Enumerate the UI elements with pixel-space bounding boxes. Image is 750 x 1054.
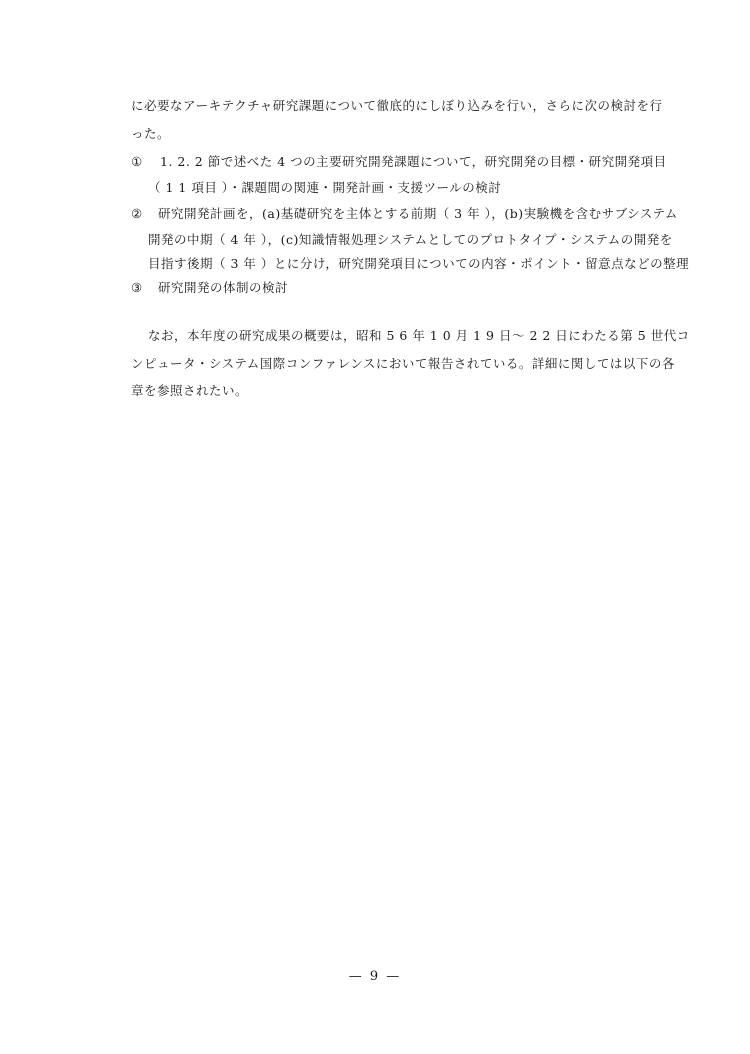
- item-2-line-2: 開発の中期（ 4 年 ），(c)知識情報処理システムとしてのプロトタイプ・システムの開発を: [148, 232, 673, 247]
- closing-line-1: なお，本年度の研究成果の概要は，昭和 5 6 年 1 0 月 1 9 日～ 2 2 日にわたる第 5 世代コ: [148, 328, 690, 343]
- intro-line-2: った。: [131, 126, 171, 141]
- closing-line-3: 章を参照されたい。: [131, 383, 249, 398]
- item-2-marker: ②: [131, 206, 143, 221]
- item-2-line-3: 目指す後期（ 3 年 ）とに分け，研究開発項目についての内容・ポイント・留意点などの整理: [148, 256, 690, 271]
- item-1-line-1: 1. 2. 2 節で述べた 4 つの主要研究開発課題について，研究開発の目標・研究開発項目: [160, 154, 667, 169]
- page-number: — 9 —: [348, 969, 402, 984]
- item-3-marker: ③: [131, 280, 143, 295]
- item-2-line-1: 研究開発計画を，(a)基礎研究を主体とする前期（ 3 年 ），(b)実験機を含むサブシステム: [158, 206, 678, 221]
- item-3-line-1: 研究開発の体制の検討: [158, 280, 289, 295]
- item-1-marker: ①: [131, 154, 143, 169]
- closing-line-2: ンピュータ・システム国際コンファレンスにおいて報告されている。詳細に関しては以下の各: [131, 356, 675, 371]
- intro-line-1: に必要なアーキテクチャ研究課題について徹底的にしぼり込みを行い，さらに次の検討を行: [131, 98, 663, 113]
- item-1-line-2: （ 1 1 項目 ）・課題間の関連・開発計画・支援ツールの検討: [148, 180, 502, 195]
